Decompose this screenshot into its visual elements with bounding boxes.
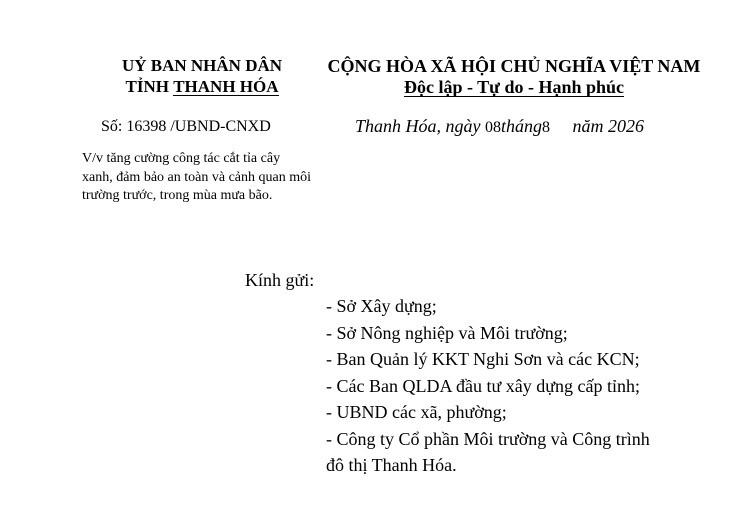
doc-number-value: 16398 (126, 118, 167, 135)
national-title: CỘNG HÒA XÃ HỘI CHỦ NGHĨA VIỆT NAM (327, 56, 701, 76)
date-month: 8 (542, 119, 551, 136)
recipient-item: - Ban Quản lý KKT Nghi Sơn và các KCN; (326, 349, 640, 369)
recipient-item: - Công ty Cổ phần Môi trường và Công trình (326, 428, 650, 449)
recipients-list (326, 293, 650, 479)
motto-text: Độc lập - Tự do - Hạnh phúc (403, 77, 625, 97)
year-label: năm 2026 (572, 116, 645, 136)
recipient-item: - Sở Nông nghiệp và Môi trường; (326, 322, 568, 343)
date-day: 08 (485, 119, 501, 136)
subject-summary: V/v tăng cường công tác cắt tỉa cây xanh, đảm bảo an toàn và cảnh quan môi trường trước, trong mùa mưa bão. (82, 151, 311, 203)
month-label: tháng (501, 116, 543, 136)
recipient-item-continuation: đô thị Thanh Hóa. (326, 455, 457, 475)
doc-number-suffix: /UBND-CNXD (170, 118, 271, 135)
place-and-date (355, 116, 644, 137)
recipient-item: - UBND các xã, phường; (326, 402, 507, 422)
authority-province: THANH HÓA (173, 77, 279, 96)
doc-number-label: Số: (101, 118, 123, 135)
recipients-label: Kính gửi: (245, 270, 315, 290)
authority-prefix: TỈNH (125, 77, 174, 96)
recipient-item: - Các Ban QLDA đầu tư xây dựng cấp tỉnh; (326, 375, 640, 396)
national-motto (322, 77, 706, 98)
recipient-item: - Sở Xây dựng; (326, 296, 437, 316)
issuing-authority-line2 (102, 77, 302, 97)
place-prefix: Thanh Hóa, ngày (355, 116, 481, 136)
issuing-authority-line1: UỶ BAN NHÂN DÂN (121, 56, 283, 75)
document-number (101, 118, 271, 136)
